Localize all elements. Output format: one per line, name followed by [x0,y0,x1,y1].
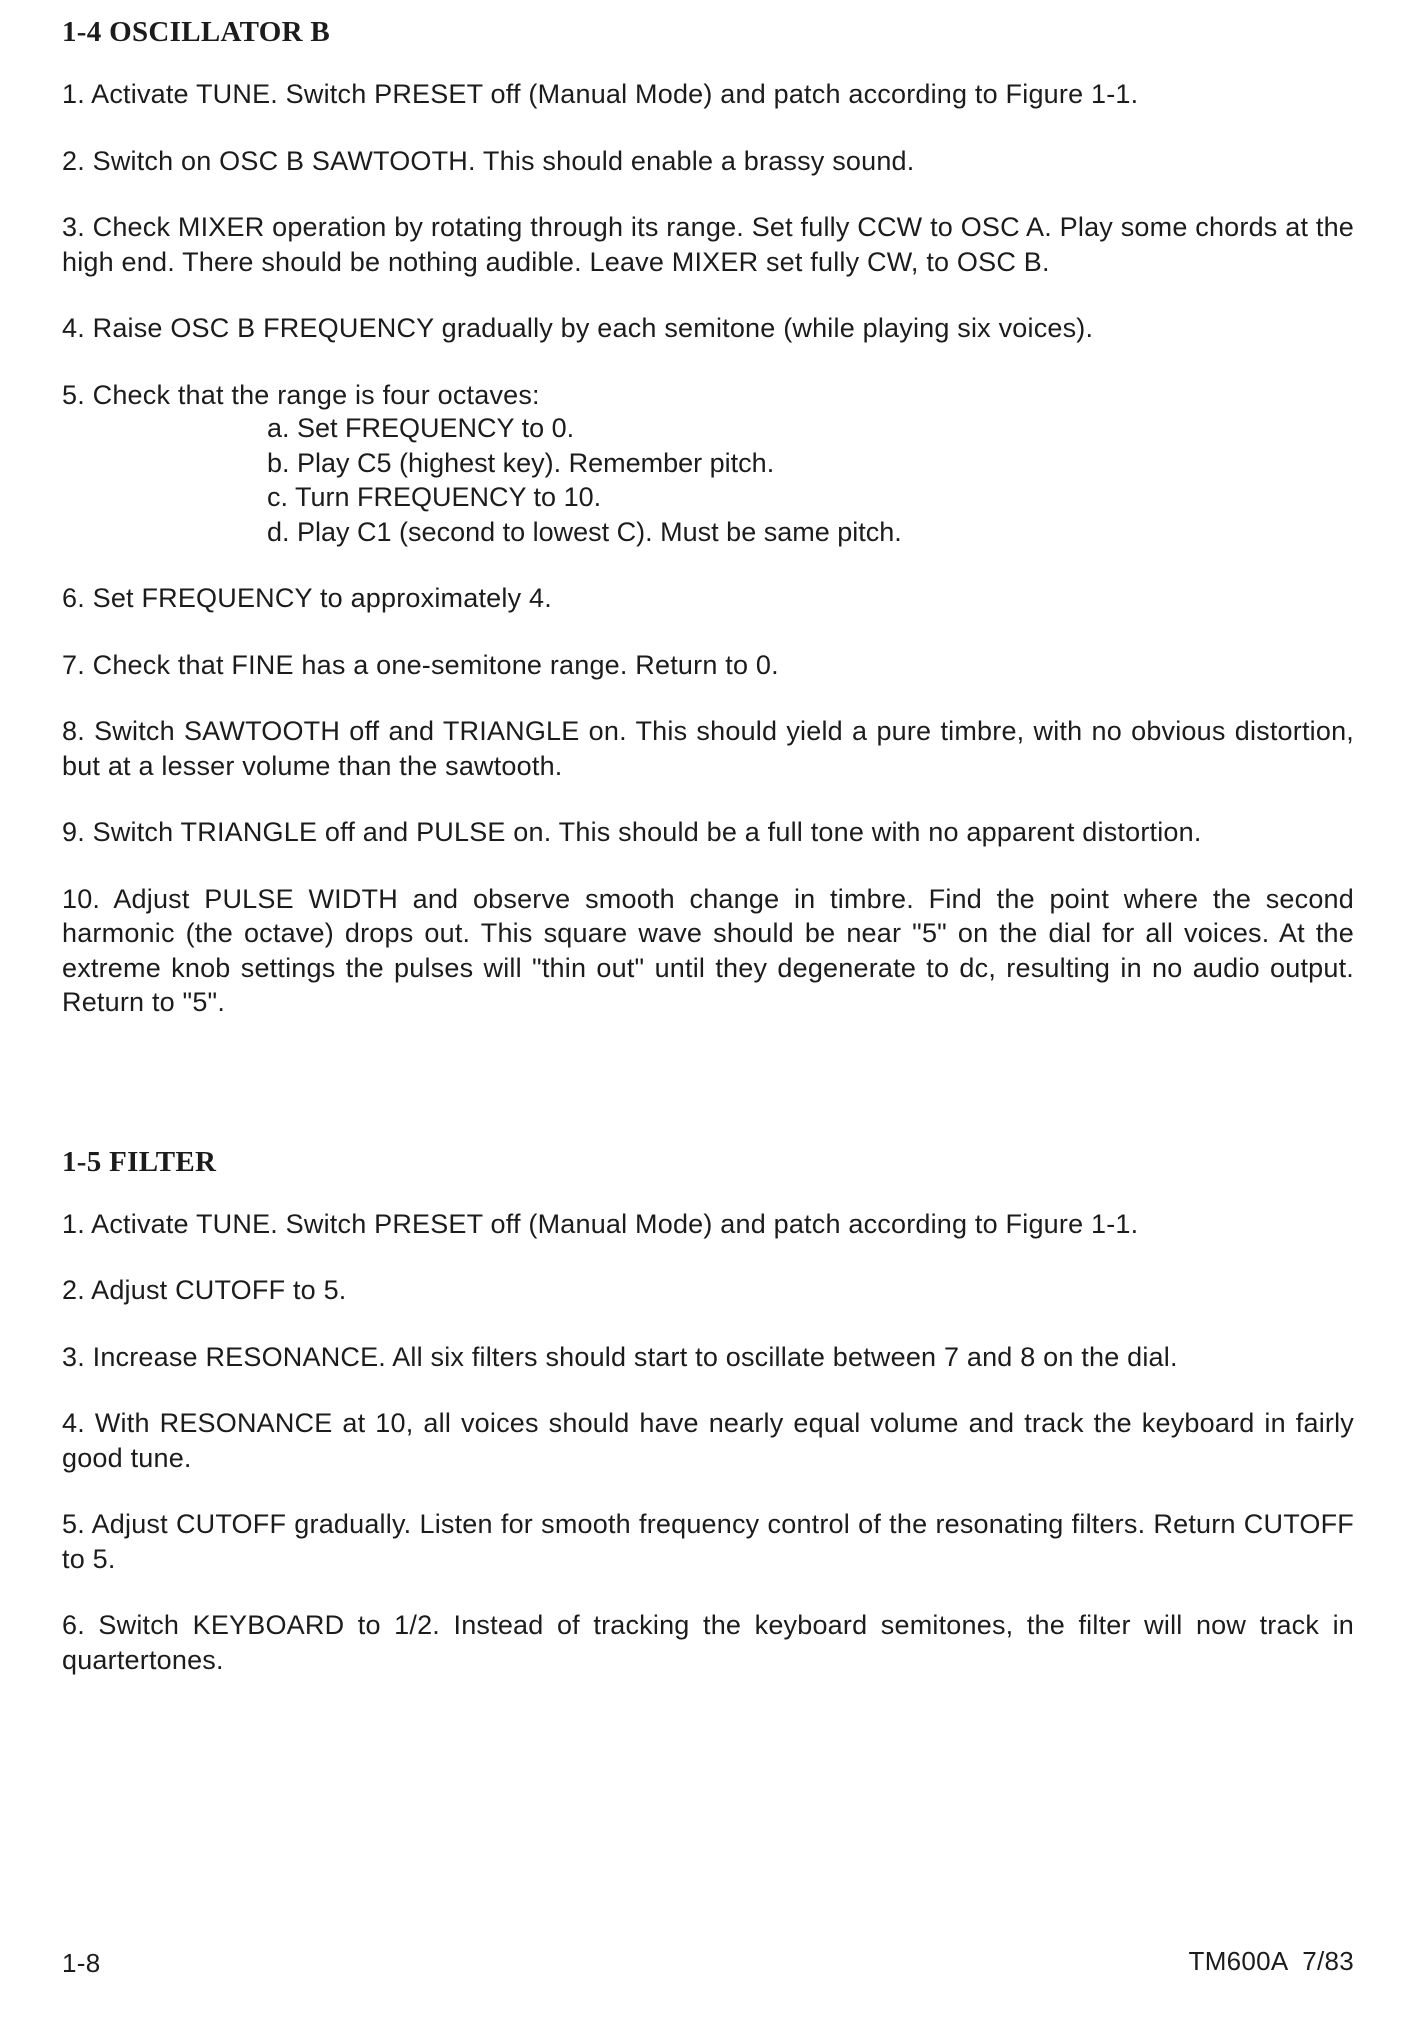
section-heading-oscillator-b: 1-4 OSCILLATOR B [62,16,331,48]
substep-item: b. Play C5 (highest key). Remember pitch. [267,447,775,478]
step-paragraph: 3. Increase RESONANCE. All six filters should start to oscillate between 7 and 8 on the dial. [62,1341,1178,1372]
step-paragraph: 5. Check that the range is four octaves: [62,379,540,410]
step-paragraph: 8. Switch SAWTOOTH off and TRIANGLE on. This should yield a pure timbre, with no obvious distortion, but at a lesser volume than the sawtooth. [62,716,1354,781]
substep-item: d. Play C1 (second to lowest C). Must be same pitch. [267,516,902,547]
step-paragraph: 9. Switch TRIANGLE off and PULSE on. This should be a full tone with no apparent distortion. [62,817,1202,847]
step-paragraph: 3. Check MIXER operation by rotating through its range. Set fully CCW to OSC A. Play some chords at the high end. There should be nothing audible. Leave MIXER set fully CW, to OSC B. [62,212,1354,277]
section-spacer [62,1052,1354,1146]
step-paragraph: 1. Activate TUNE. Switch PRESET off (Manual Mode) and patch according to Figure 1-1. [62,79,1139,109]
step-paragraph: 10. Adjust PULSE WIDTH and observe smooth change in timbre. Find the point where the second harmonic (the octave) drops out. This square wave should be near "5" on the dial for all voices. At the extreme knob settings the pulses will "thin out" until they degenerate to dc, resulting in no audio output. Return to "5". [62,883,1354,1017]
step-paragraph: 5. Adjust CUTOFF gradually. Listen for smooth frequency control of the resonating filters. Return CUTOFF to 5. [62,1509,1354,1574]
document-id: TM600A 7/83 [1188,1946,1354,1976]
step-paragraph: 7. Check that FINE has a one-semitone range. Return to 0. [62,649,779,680]
step-paragraph: 4. Raise OSC B FREQUENCY gradually by each semitone (while playing six voices). [62,313,1094,343]
step-paragraph: 6. Set FREQUENCY to approximately 4. [62,583,552,613]
document-page [62,16,1354,1709]
step-paragraph: 1. Activate TUNE. Switch PRESET off (Manual Mode) and patch according to Figure 1-1. [62,1208,1139,1239]
filter-section [62,1146,1354,1678]
substep-list [267,411,1354,549]
step-paragraph: 2. Adjust CUTOFF to 5. [62,1275,347,1305]
substep-item: a. Set FREQUENCY to 0. [267,413,575,443]
section-heading-filter: 1-5 FILTER [62,1145,217,1178]
page-number: 1-8 [62,1948,101,1978]
step-paragraph: 4. With RESONANCE at 10, all voices should have nearly equal volume and track the keyboard in fairly good tune. [62,1408,1354,1473]
step-paragraph: 2. Switch on OSC B SAWTOOTH. This should enable a brassy sound. [62,145,915,176]
step-paragraph: 6. Switch KEYBOARD to 1/2. Instead of tracking the keyboard semitones, the filter will now track in quartertones. [62,1610,1354,1675]
substep-item: c. Turn FREQUENCY to 10. [267,482,602,512]
